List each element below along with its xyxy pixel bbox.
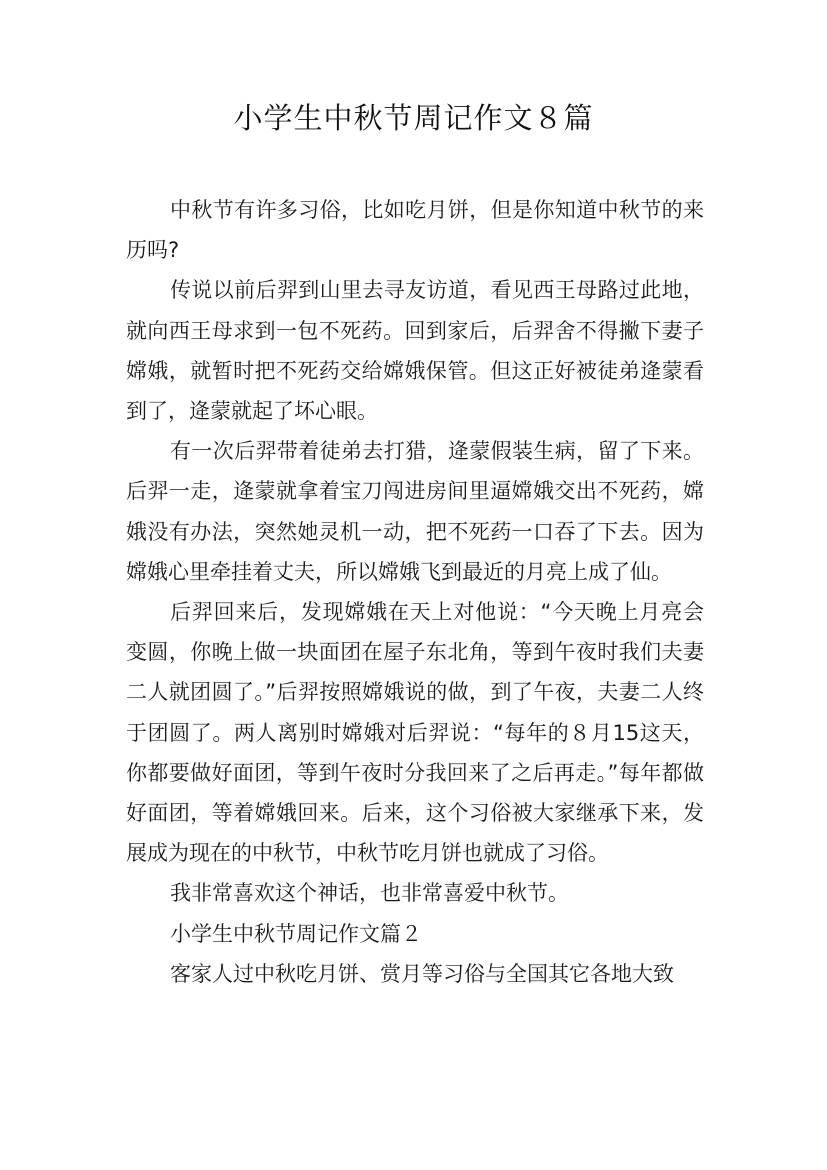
paragraph-hakka: 客家人过中秋吃月饼、赏月等习俗与全国其它各地大致 [170,961,674,986]
paragraph-legend-start: 传说以前后羿到山里去寻友访道，看见西王母路过此地，就向西王母求到一包不死药。回到家后，后羿舍不得撇下妻子嫦娥，就暂时把不死药交给嫦娥保管。但这正好被徒弟逄蒙看到了，逄蒙就起了坏心眼。 [126,278,704,424]
paragraph-intro: 中秋节有许多习俗，比如吃月饼，但是你知道中秋节的来历吗? [126,198,704,263]
paragraph-conclusion: 我非常喜欢这个神话，也非常喜爱中秋节。 [170,881,569,906]
section-heading-2: 小学生中秋节周记作文篇２ [170,921,422,946]
paragraph-hunting: 有一次后羿带着徒弟去打猎，逄蒙假装生病，留了下来。后羿一走，逄蒙就拿着宝刀闯进房间里逼嫦娥交出不死药，嫦娥没有办法，突然她灵机一动，把不死药一口吞了下去。因为嫦娥心里牵挂着丈夫，所以嫦娥飞到最近的月亮上成了仙。 [126,439,704,584]
paragraph-reunion: 后羿回来后，发现嫦娥在天上对他说：“今天晚上月亮会变圆，你晚上做一块面团在屋子东北角，等到午夜时我们夫妻二人就团圆了。”后羿按照嫦娥说的做，到了午夜，夫妻二人终于团圆了。两人离别时嫦娥对后羿说：“每年的８月15这天，你都要做好面团，等到午夜时分我回来了之后再走。”每年都做好面团，等着嫦娥回来。后来，这个习俗被大家继承下来，发展成为现在的中秋节，中秋节吃月饼也就成了习俗。 [126,600,704,866]
document-title: 小学生中秋节周记作文８篇 [233,101,594,135]
document-body [126,190,704,994]
